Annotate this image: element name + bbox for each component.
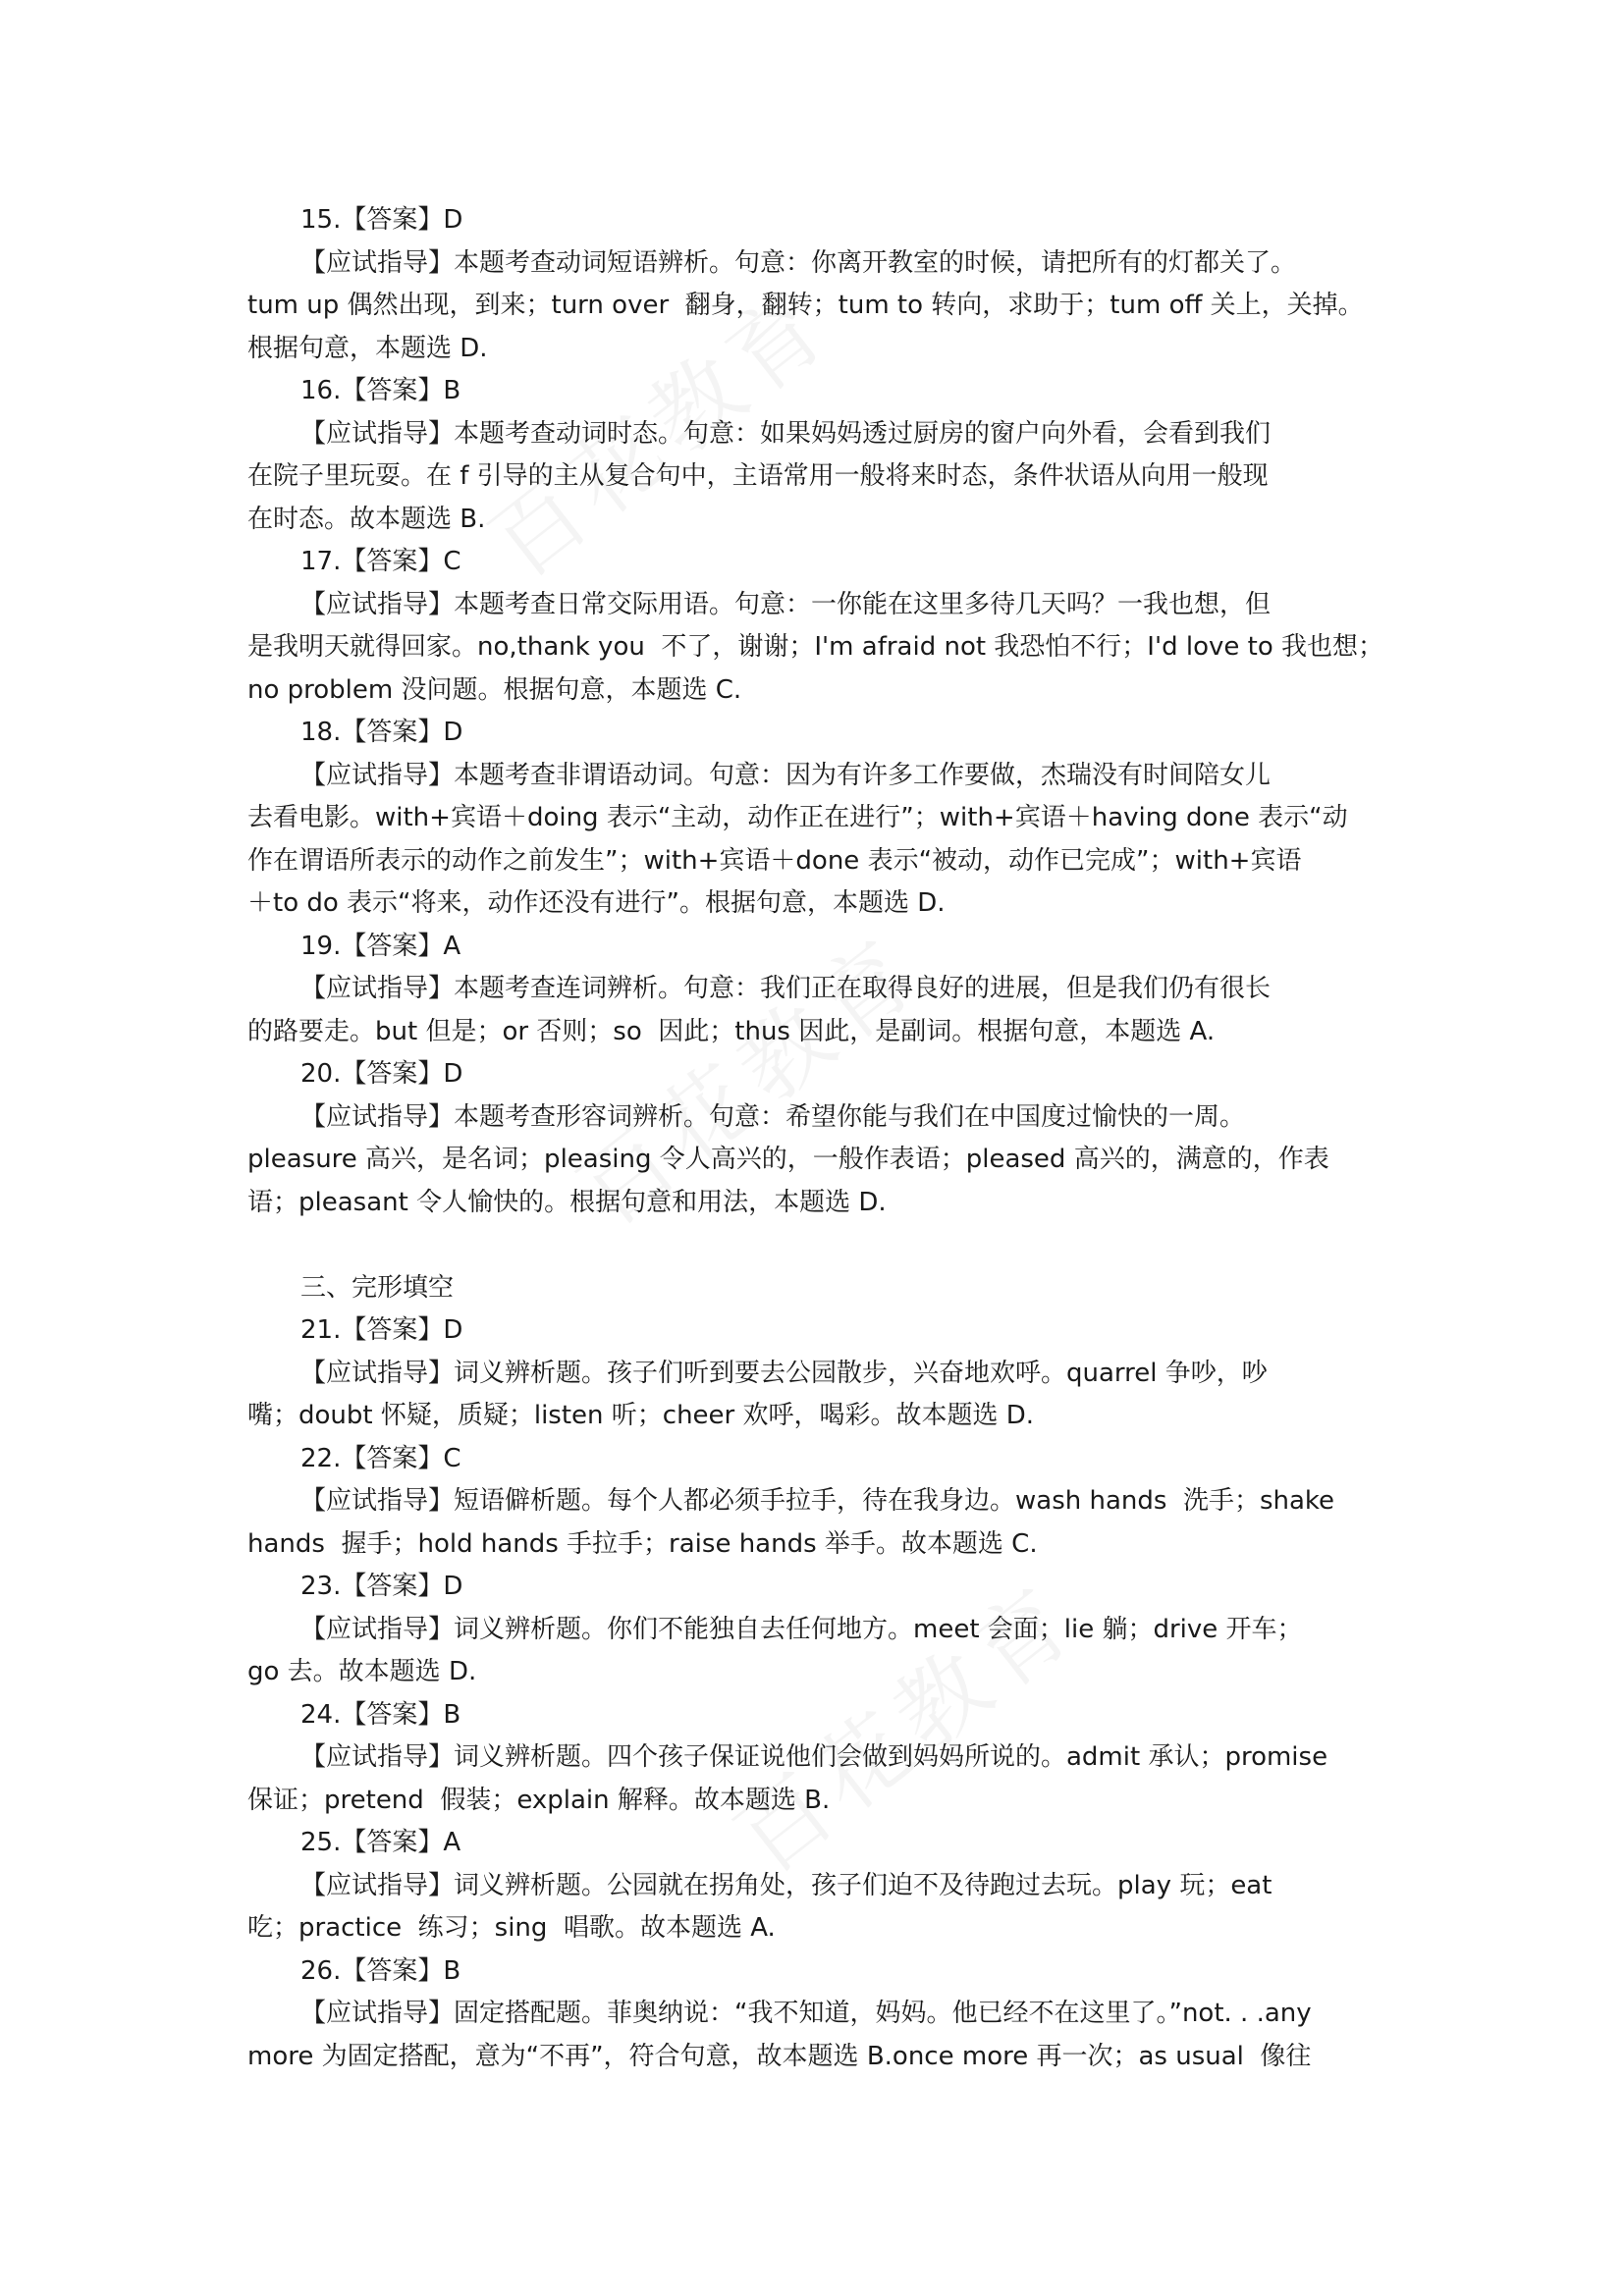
text-line: 【应试指导】短语僻析题。每个人都必须手拉手，待在我身边。wash hands 洗手；shake <box>300 1486 1335 1516</box>
text-line: 【应试指导】词义辨析题。孩子们听到要去公园散步，兴奋地欢呼。quarrel 争吵，吵 <box>300 1358 1268 1388</box>
text-line: 是我明天就得回家。no,thank you 不了，谢谢；I'm afraid not 我恐怕不行；I'd love to 我也想； <box>247 632 1384 662</box>
text-line: 【应试指导】词义辨析题。四个孩子保证说他们会做到妈妈所说的。admit 承认；promise <box>300 1742 1328 1772</box>
text-line: 根据句意，本题选 D. <box>247 333 488 363</box>
text-line: 17.【答案】C <box>300 547 461 576</box>
text-line: pleasure 高兴，是名词；pleasing 令人高兴的，一般作表语；pleased 高兴的，满意的，作表 <box>247 1145 1329 1174</box>
text-line: 三、完形填空 <box>300 1272 455 1303</box>
blank-line <box>247 1224 1386 1267</box>
text-line: more 为固定搭配，意为“不再”，符合句意，故本题选 B.once more 再一次；as usual 像往 <box>247 2041 1312 2071</box>
text-line: 25.【答案】A <box>300 1828 461 1857</box>
text-line: 在院子里玩耍。在 f 引导的主从复合句中，主语常用一般将来时态，条件状语从向用一般现 <box>247 461 1269 491</box>
text-line: 22.【答案】C <box>300 1443 461 1473</box>
text-line: 在时态。故本题选 B. <box>247 504 486 534</box>
text-line: 保证；pretend 假装；explain 解释。故本题选 B. <box>247 1785 831 1815</box>
text-line: 24.【答案】B <box>300 1699 461 1730</box>
text-line: 15.【答案】D <box>300 205 463 235</box>
text-line: 19.【答案】A <box>300 931 461 961</box>
text-line: 【应试指导】词义辨析题。公园就在拐角处，孩子们迫不及待跑过去玩。play 玩；eat <box>300 1870 1272 1900</box>
text-line: tum up 偶然出现，到来；turn over 翻身，翻转；tum to 转向，求助于；tum off 关上，关掉。 <box>247 291 1364 320</box>
text-line: 【应试指导】本题考查日常交际用语。句意：一你能在这里多待几天吗？一我也想，但 <box>300 589 1272 619</box>
text-line: 作在谓语所表示的动作之前发生”；with+宾语＋done 表示“被动，动作已完成”；with+宾语 <box>247 845 1302 876</box>
text-line: 语；pleasant 令人愉快的。根据句意和用法，本题选 D. <box>247 1187 887 1217</box>
text-line: 的路要走。but 但是；or 否则；so 因此；thus 因此，是副词。根据句意，本题选 A. <box>247 1016 1216 1046</box>
text-line: 【应试指导】本题考查动词短语辨析。句意：你离开教室的时候，请把所有的灯都关了。 <box>300 247 1297 278</box>
text-line: 21.【答案】D <box>300 1315 463 1345</box>
answer-explanations <box>247 199 1386 2078</box>
text-line: 16.【答案】B <box>300 376 461 405</box>
text-line: ＋to do 表示“将来，动作还没有进行”。根据句意，本题选 D. <box>247 888 946 918</box>
text-line: 嘴；doubt 怀疑，质疑；listen 听；cheer 欢呼，喝彩。故本题选 D. <box>247 1401 1035 1430</box>
text-line: go 去。故本题选 D. <box>247 1657 477 1686</box>
text-line: 【应试指导】固定搭配题。菲奥纳说：“我不知道，妈妈。他已经不在这里了。”not. . .any <box>300 1999 1312 2028</box>
text-line: 吃；practice 练习；sing 唱歌。故本题选 A. <box>247 1913 776 1943</box>
text-line: 【应试指导】本题考查连词辨析。句意：我们正在取得良好的进展，但是我们仍有很长 <box>300 974 1272 1003</box>
text-line: 26.【答案】B <box>300 1955 461 1986</box>
text-line: 【应试指导】本题考查动词时态。句意：如果妈妈透过厨房的窗户向外看，会看到我们 <box>300 418 1272 449</box>
text-line: 20.【答案】D <box>300 1059 463 1089</box>
text-line: 【应试指导】本题考查形容词辨析。句意：希望你能与我们在中国度过愉快的一周。 <box>300 1101 1246 1132</box>
text-line: 去看电影。with+宾语＋doing 表示“主动，动作正在进行”；with+宾语＋having done 表示“动 <box>247 803 1348 832</box>
text-line: 23.【答案】D <box>300 1572 463 1601</box>
text-line: no problem 没问题。根据句意，本题选 C. <box>247 674 742 705</box>
text-line: hands 握手；hold hands 手拉手；raise hands 举手。故本题选 C. <box>247 1528 1038 1559</box>
text-line: 【应试指导】本题考查非谓语动词。句意：因为有许多工作要做，杰瑞没有时间陪女儿 <box>300 760 1272 790</box>
text-line: 【应试指导】词义辨析题。你们不能独自去任何地方。meet 会面；lie 躺；drive 开车； <box>300 1614 1303 1644</box>
text-line: 18.【答案】D <box>300 718 463 747</box>
